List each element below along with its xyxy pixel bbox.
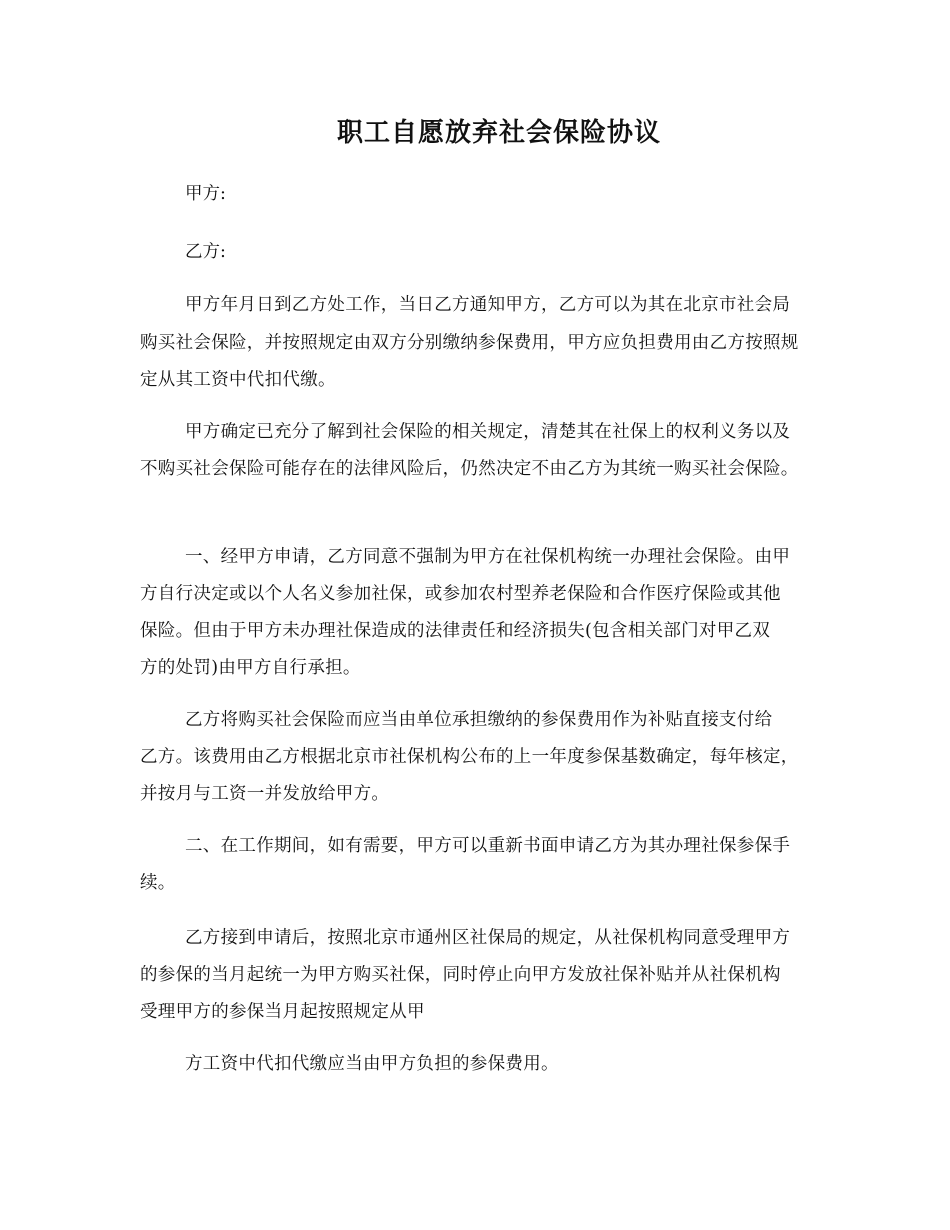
paragraph-5-line-1: 二、在工作期间，如有需要，甲方可以重新书面申请乙方为其办理社保参保手 [185, 836, 791, 856]
paragraph-7-line-1: 方工资中代扣代缴应当由甲方负担的参保费用。 [185, 1054, 559, 1074]
paragraph-2-line-2: 不购买社会保险可能存在的法律风险后，仍然决定不由乙方为其统一购买社会保险。 [140, 459, 799, 479]
paragraph-1-line-2: 购买社会保险，并按照规定由双方分别缴纳参保费用，甲方应负担费用由乙方按照规 [140, 333, 799, 353]
document-title: 职工自愿放弃社会保险协议 [336, 118, 661, 148]
paragraph-4-line-2: 乙方。该费用由乙方根据北京市社保机构公布的上一年度参保基数确定，每年核定， [140, 747, 799, 767]
paragraph-1-line-3: 定从其工资中代扣代缴。 [140, 370, 336, 390]
paragraph-1-line-1: 甲方年月日到乙方处工作，当日乙方通知甲方，乙方可以为其在北京市社会局 [185, 295, 791, 315]
paragraph-3-line-4: 方的处罚)由甲方自行承担。 [140, 658, 361, 678]
paragraph-4-line-3: 并按月与工资一并发放给甲方。 [140, 784, 390, 804]
paragraph-3-line-2: 方自行决定或以个人名义参加社保，或参加农村型养老保险和合作医疗保险或其他 [140, 584, 781, 604]
paragraph-5-line-2: 续。 [140, 873, 176, 893]
paragraph-4-line-1: 乙方将购买社会保险而应当由单位承担缴纳的参保费用作为补贴直接支付给 [185, 710, 773, 730]
paragraph-2-line-1: 甲方确定已充分了解到社会保险的相关规定，清楚其在社保上的权利义务以及 [185, 422, 791, 442]
paragraph-6-line-2: 的参保的当月起统一为甲方购买社保，同时停止向甲方发放社保补贴并从社保机构 [140, 965, 781, 985]
paragraph-3-line-3: 保险。但由于甲方未办理社保造成的法律责任和经济损失(包含相关部门对甲乙双 [140, 621, 771, 641]
paragraph-6-line-1: 乙方接到申请后，按照北京市通州区社保局的规定，从社保机构同意受理甲方 [185, 928, 791, 948]
party-a-label: 甲方: [185, 184, 226, 204]
paragraph-3-line-1: 一、经甲方申请，乙方同意不强制为甲方在社保机构统一办理社会保险。由甲 [185, 547, 791, 567]
party-b-label: 乙方: [185, 242, 226, 262]
paragraph-6-line-3: 受理甲方的参保当月起按照规定从甲 [140, 1002, 425, 1022]
